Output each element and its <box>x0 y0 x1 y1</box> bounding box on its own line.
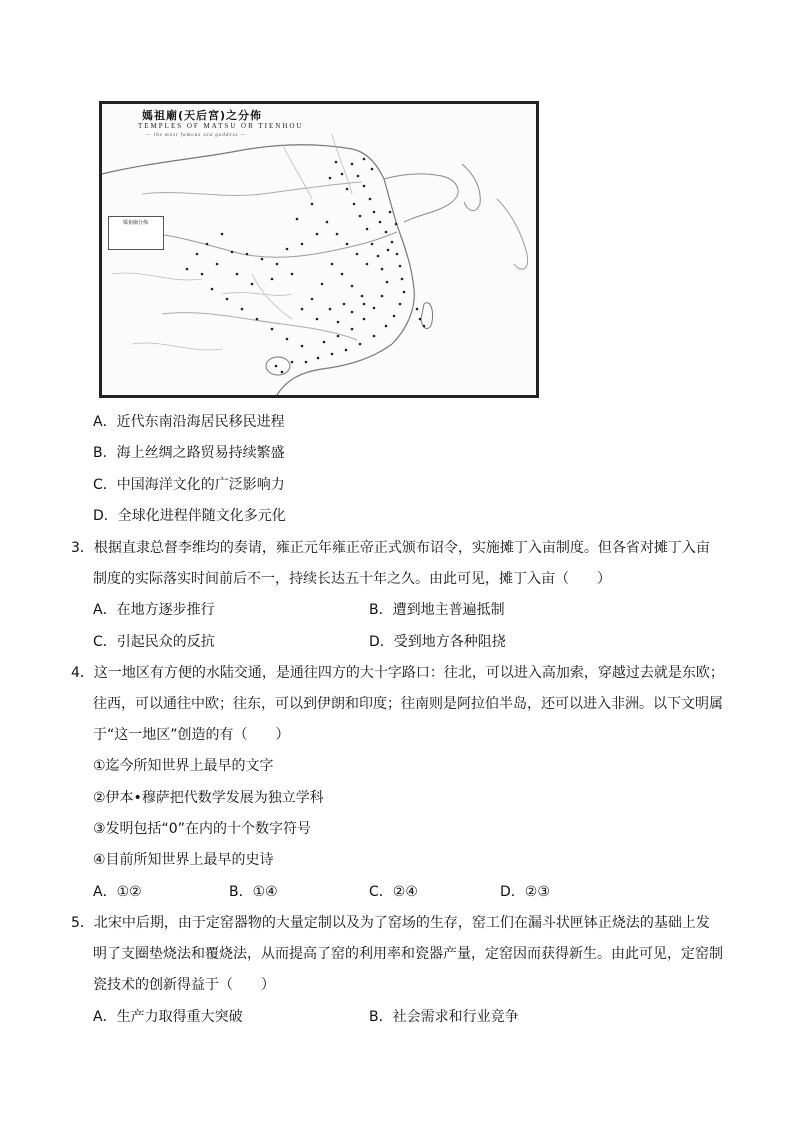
q3-option-b: B．遭到地主普遍抵制 <box>369 602 505 618</box>
q4-item-2: ②伊本•穆萨把代数学发展为独立学科 <box>93 790 324 806</box>
hainan-outline <box>266 357 290 375</box>
q4-option-a: A．①② <box>93 884 142 900</box>
q5-stem-line-2: 明了支圈垫烧法和覆烧法，从而提高了窑的利用率和瓷器产量，定窑因而获得新生。由此可见，定窑制 <box>93 946 723 962</box>
matsu-temples-map <box>99 101 539 398</box>
q5-stem-line-3: 瓷技术的创新得益于（ ） <box>93 977 275 993</box>
japan-outline <box>497 199 528 269</box>
q2-option-c: C．中国海洋文化的广泛影响力 <box>93 477 285 493</box>
map-caption: — the most famous sea goddess — <box>146 133 247 138</box>
q4-option-c: C．②④ <box>369 884 418 900</box>
map-subtitle: TEMPLES OF MATSU OR TIENHOU <box>138 122 304 130</box>
q3-option-d: D．受到地方各种阻挠 <box>369 634 506 650</box>
river-pearl <box>162 313 357 340</box>
q2-option-d: D．全球化进程伴随文化多元化 <box>93 508 286 524</box>
temple-dots <box>186 158 426 374</box>
map-legend-label: 媽祖廟分佈 <box>123 220 149 226</box>
q3-stem-line-2: 制度的实际落实时间前后不一，持续长达五十年之久。由此可见，摊丁入亩（ ） <box>93 571 611 587</box>
coastline-north <box>384 174 458 222</box>
q5-stem-line-1: 5．北宋中后期，由于定窑器物的大量定制以及为了窑场的生存，窑工们在漏斗状匣钵正烧法的基础上发 <box>71 915 710 931</box>
coastline <box>102 145 414 395</box>
q4-option-d: D．②③ <box>500 884 550 900</box>
q4-stem-line-1: 4．这一地区有方便的水陆交通，是通往四方的大十字路口：往北，可以进入高加索，穿越过去就是东欧； <box>71 665 724 681</box>
q4-item-1: ①迄今所知世界上最早的文字 <box>93 758 274 774</box>
q5-option-a: A．生产力取得重大突破 <box>93 1009 243 1025</box>
q5-option-b: B．社会需求和行业竞争 <box>369 1009 519 1025</box>
map-legend <box>108 216 164 250</box>
korea-outline <box>462 164 480 211</box>
q4-stem-line-2: 往西，可以通往中欧；往东，可以到伊朗和印度；往南则是阿拉伯半岛，还可以进入非洲。以下文明属 <box>93 696 723 712</box>
minor-rivers <box>112 273 292 350</box>
map-title: 媽祖廟(天后宮)之分佈 <box>142 109 263 122</box>
q4-item-3: ③发明包括“0”在内的十个数字符号 <box>93 821 311 837</box>
q4-stem-line-3: 于“这一地区”创造的有（ ） <box>93 727 290 743</box>
taiwan-outline <box>421 303 433 329</box>
river-yellow <box>142 182 362 195</box>
q3-option-a: A．在地方逐步推行 <box>93 602 215 618</box>
q3-stem-line-1: 3．根据直隶总督李维均的奏请，雍正元年雍正帝正式颁布诏令，实施摊丁入亩制度。但各省对摊丁入亩 <box>71 540 710 556</box>
q3-option-c: C．引起民众的反抗 <box>93 634 215 650</box>
q4-option-b: B．①④ <box>229 884 278 900</box>
q2-option-b: B．海上丝绸之路贸易持续繁盛 <box>93 445 285 461</box>
q4-item-4: ④目前所知世界上最早的史诗 <box>93 852 274 868</box>
map-drawing <box>102 104 536 395</box>
q2-option-a: A．近代东南沿海居民移民进程 <box>93 414 285 430</box>
